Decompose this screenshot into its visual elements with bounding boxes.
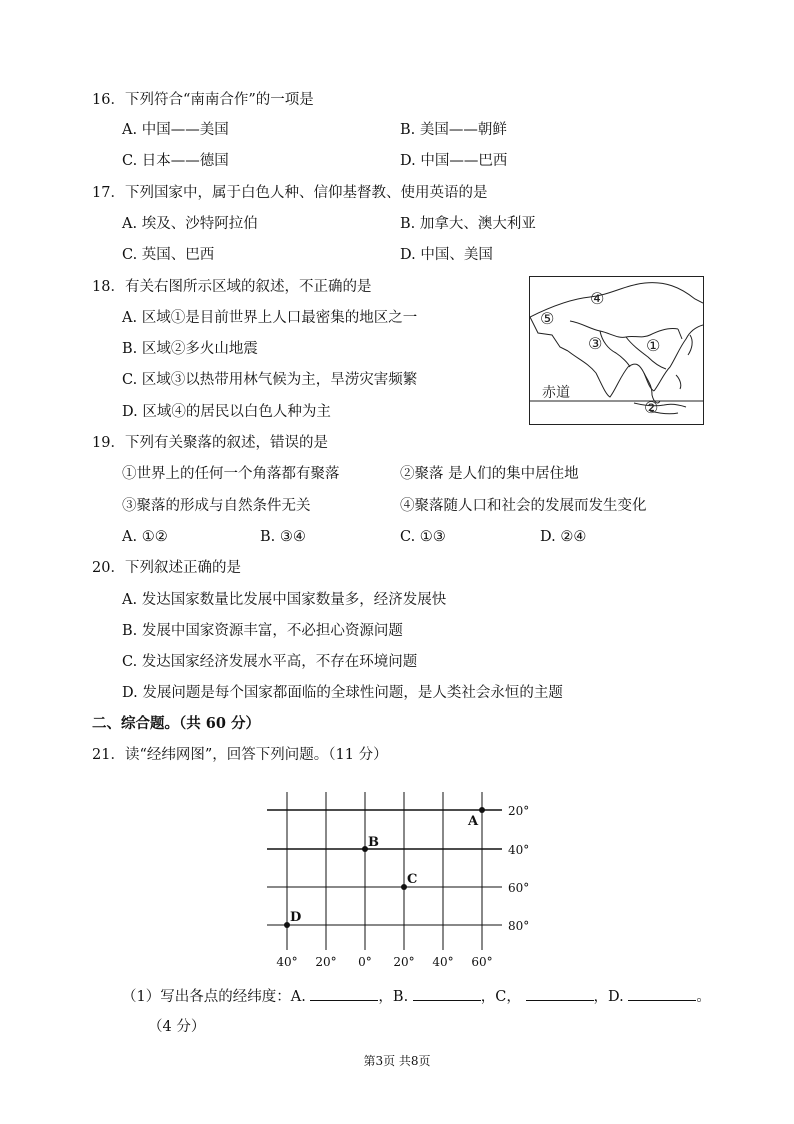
- q19-statement-3: ③聚落的形成与自然条件无关: [122, 498, 311, 514]
- lon-label-6: 60°: [471, 955, 493, 969]
- q16-option-a: A. 中国——美国: [122, 122, 229, 138]
- answer-blank-c[interactable]: [526, 986, 594, 1001]
- answer-blank-b[interactable]: [413, 986, 481, 1001]
- lat-label-40: 40°: [508, 843, 530, 857]
- point-b-label: B: [368, 835, 379, 850]
- q18-stem: 18．有关右图所示区域的叙述，不正确的是: [92, 279, 372, 295]
- q17-stem: 17．下列国家中，属于白色人种、信仰基督教、使用英语的是: [92, 185, 488, 201]
- region-map-drawing: [530, 277, 703, 424]
- q21-sub1: [122, 986, 711, 1007]
- q21-sep-c: ，C，: [480, 989, 521, 1005]
- q19-statement-1: ①世界上的任何一个角落都有聚落: [122, 466, 340, 482]
- q17-option-c: C. 英国、巴西: [122, 247, 215, 263]
- q19-option-c: C. ①③: [400, 529, 446, 545]
- q21-sep-b: ，B.: [378, 989, 409, 1005]
- graticule-map: [262, 790, 542, 984]
- region-label-4: ④: [590, 289, 605, 308]
- lat-label-20: 20°: [508, 804, 530, 818]
- q17-option-a: A. 埃及、沙特阿拉伯: [122, 216, 258, 232]
- answer-blank-a[interactable]: [310, 986, 378, 1001]
- lon-label-4: 20°: [393, 955, 415, 969]
- page-footer: 第3页 共8页: [363, 1054, 431, 1068]
- q20-option-c: C. 发达国家经济发展水平高，不存在环境问题: [122, 654, 418, 670]
- q18-option-c: C. 区域③以热带用林气候为主，旱涝灾害频繁: [122, 372, 418, 388]
- q19-option-a: A. ①②: [122, 529, 168, 545]
- region-label-3: ③: [588, 334, 603, 353]
- q21-sub1-score: （4 分）: [148, 1019, 206, 1035]
- q16-option-d: D. 中国——巴西: [400, 153, 508, 169]
- q16-option-c: C. 日本——德国: [122, 153, 229, 169]
- lat-label-60: 60°: [508, 881, 530, 895]
- q17-option-d: D. 中国、美国: [400, 247, 493, 263]
- q17-option-b: B. 加拿大、澳大利亚: [400, 216, 536, 232]
- lon-label-3: 0°: [358, 955, 372, 969]
- q20-option-a: A. 发达国家数量比发展中国家数量多，经济发展快: [122, 592, 447, 608]
- q19-option-d: D. ②④: [540, 529, 587, 545]
- q19-statement-2: ②聚落 是人们的集中居住地: [400, 466, 579, 482]
- q21-end: 。: [696, 989, 711, 1005]
- region-label-1: ①: [646, 336, 661, 355]
- region-label-2: ②: [644, 398, 659, 417]
- point-a-marker: [479, 807, 485, 813]
- lon-label-1: 40°: [276, 955, 298, 969]
- equator-label: 赤道: [542, 385, 570, 401]
- q21-sub1-prompt: （1）写出各点的经纬度：A.: [122, 989, 306, 1005]
- region-map: [529, 276, 704, 425]
- point-c-label: C: [407, 872, 418, 887]
- graticule-drawing: [262, 790, 542, 980]
- region-label-5: ⑤: [540, 309, 555, 328]
- point-a-label: A: [468, 814, 479, 829]
- q18-option-a: A. 区域①是目前世界上人口最密集的地区之一: [122, 310, 418, 326]
- lat-label-80: 80°: [508, 919, 530, 933]
- q19-option-b: B. ③④: [260, 529, 306, 545]
- q21-sep-d: ，D.: [593, 989, 624, 1005]
- q16-option-b: B. 美国——朝鲜: [400, 122, 507, 138]
- lon-label-2: 20°: [315, 955, 337, 969]
- lon-label-5: 40°: [432, 955, 454, 969]
- section-2-heading: 二、综合题。（共 60 分）: [92, 715, 261, 732]
- q20-option-d: D. 发展问题是每个国家都面临的全球性问题，是人类社会永恒的主题: [122, 685, 563, 701]
- q21-stem: 21．读“经纬网图”，回答下列问题。（11 分）: [92, 747, 388, 763]
- point-d-label: D: [290, 910, 302, 925]
- q20-option-b: B. 发展中国家资源丰富，不必担心资源问题: [122, 623, 403, 639]
- q20-stem: 20．下列叙述正确的是: [92, 560, 241, 576]
- q19-stem: 19．下列有关聚落的叙述，错误的是: [92, 435, 328, 451]
- answer-blank-d[interactable]: [628, 986, 696, 1001]
- q18-option-b: B. 区域②多火山地震: [122, 341, 258, 357]
- q18-option-d: D. 区域④的居民以白色人种为主: [122, 404, 331, 420]
- q16-stem: 16．下列符合“南南合作”的一项是: [92, 92, 314, 108]
- q19-statement-4: ④聚落随人口和社会的发展而发生变化: [400, 498, 647, 514]
